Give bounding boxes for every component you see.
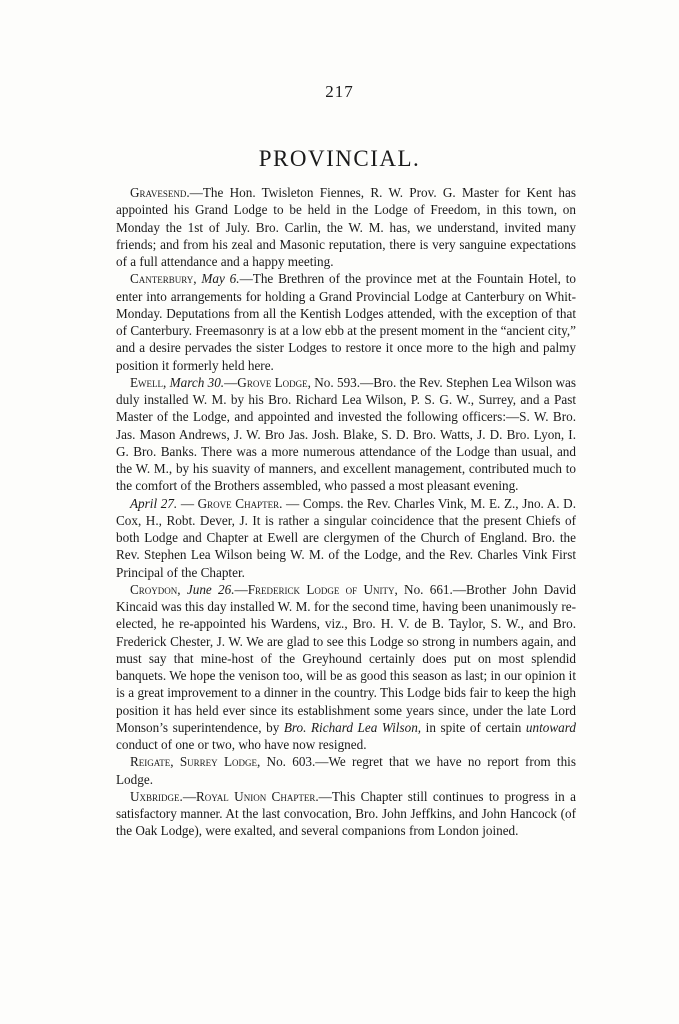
paragraph-text: —The Brethren of the province met at the Fountain Hotel, to enter into arrangements for holding a Grand Provincial Lodge at Canterbury on Whit-Monday. Deputations from all the Kentish Lodges attended, with the exception of that of Canterbury. Freemasonry is at a low ebb at the present moment in the “ancient city,” and a desire pervades the sister Lodges to restore it once more to the high and palmy position it formerly held here. (116, 271, 576, 373)
paragraph-croydon (116, 581, 576, 754)
paragraph-text: — Comps. the Rev. Charles Vink, M. E. Z., Jno. A. D. Cox, H., Robt. Dever, J. It is rather a singular coincidence that the present Chiefs of both Lodge and Chapter at Ewell are clergymen of the Church of England. Bro. the Rev. Stephen Lea Wilson being W. M. of the Lodge, and the Rev. Charles Vink First Principal of the Chapter. (116, 495, 576, 580)
paragraph-text: —This Chapter still continues to progress in a satisfactory manner. At the last convocation, Bro. John Jeffkins, and John Hancock (of the Oak Lodge), were exalted, and several companions from London joined. (116, 788, 576, 839)
paragraph-text: No. 661.—Brother John David Kincaid was this day installed W. M. for the second time, having been unanimously re-elected, he re-appointed his Wardens, viz., Bro. H. V. de B. Taylor, S. W., and Bro. Frederick Chester, J. W. We are glad to see this Lodge so strong in numbers again, and must say that mine-host of the Greyhound certainly does put on most splendid banquets. We hope the venison too, will be as good this season as last; in our opinion it is a great improvement to a dinner in the country. This Lodge bids fair to keep the high position it has held ever since its establishment some years since, under the late Lord Monson’s superintendence, by (116, 581, 576, 735)
page-number: 217 (325, 82, 354, 101)
place-heading: Croydon, (130, 581, 181, 597)
paragraph-ewell-chapter (116, 495, 576, 581)
place-heading: Gravesend. (130, 185, 190, 200)
paragraph-canterbury (116, 270, 576, 374)
paragraph-uxbridge (116, 788, 576, 840)
place-heading: Uxbridge.—Royal Union Chapter. (130, 788, 319, 804)
paragraph-reigate (116, 753, 576, 788)
paragraph-text: —The Hon. Twisleton Fiennes, R. W. Prov. G. Master for Kent has appointed his Grand Lodge to be held in the Lodge of Freedom, in this town, on Monday the 1st of July. Bro. Carlin, the W. M. has, we understand, invited many friends; and from his zeal and Masonic reputation, there is very sanguine expectations of a full attendance and a happy meeting. (116, 185, 576, 269)
date-label: March 30. (166, 374, 225, 390)
paragraph-text: No. 603.—We regret that we have no report from this Lodge. (116, 754, 576, 787)
paragraph-ewell (116, 374, 576, 495)
paragraph-text: No. 593.—Bro. the Rev. Stephen Lea Wilson was duly installed W. M. by his Bro. Richard Lea Wilson, P. S. G. W., Surrey, and a Past Master of the Lodge, and appointed and invested the following officers:—S. W. Bro. Jas. Mason Andrews, J. W. Bro Jas. Josh. Blake, S. D. Bro. Watts, J. D. Bro. Lyon, I. G. Bro. Banks. There was a more numerous attendance of the Lodge than usual, and the W. M., by his suavity of manners, and excellent management, contributed much to the comfort of the Brothers assembled, who passed a most pleasant evening. (116, 374, 577, 494)
paragraph-text: in spite of certain (421, 719, 526, 735)
article-body (116, 184, 576, 840)
paragraph-text-italic: Bro. Richard Lea Wilson, (283, 719, 422, 735)
paragraph-text: conduct of one or two, who have now resigned. (116, 737, 367, 752)
date-label: April 27. (130, 495, 178, 511)
place-heading: Reigate, Surrey Lodge, (130, 754, 261, 770)
lodge-name: — Grove Chapter. (177, 495, 283, 511)
paragraph-gravesend (116, 184, 576, 270)
section-title: PROVINCIAL. (258, 146, 421, 171)
paragraph-text-italic: untoward (525, 719, 576, 735)
lodge-name: —Grove Lodge, (224, 374, 311, 390)
place-heading: Ewell, (130, 374, 167, 390)
place-heading: Canterbury, (130, 271, 197, 287)
date-label: June 26. (180, 581, 235, 597)
date-label: May 6. (196, 271, 240, 287)
lodge-name: —Frederick Lodge of Unity, (234, 581, 398, 597)
